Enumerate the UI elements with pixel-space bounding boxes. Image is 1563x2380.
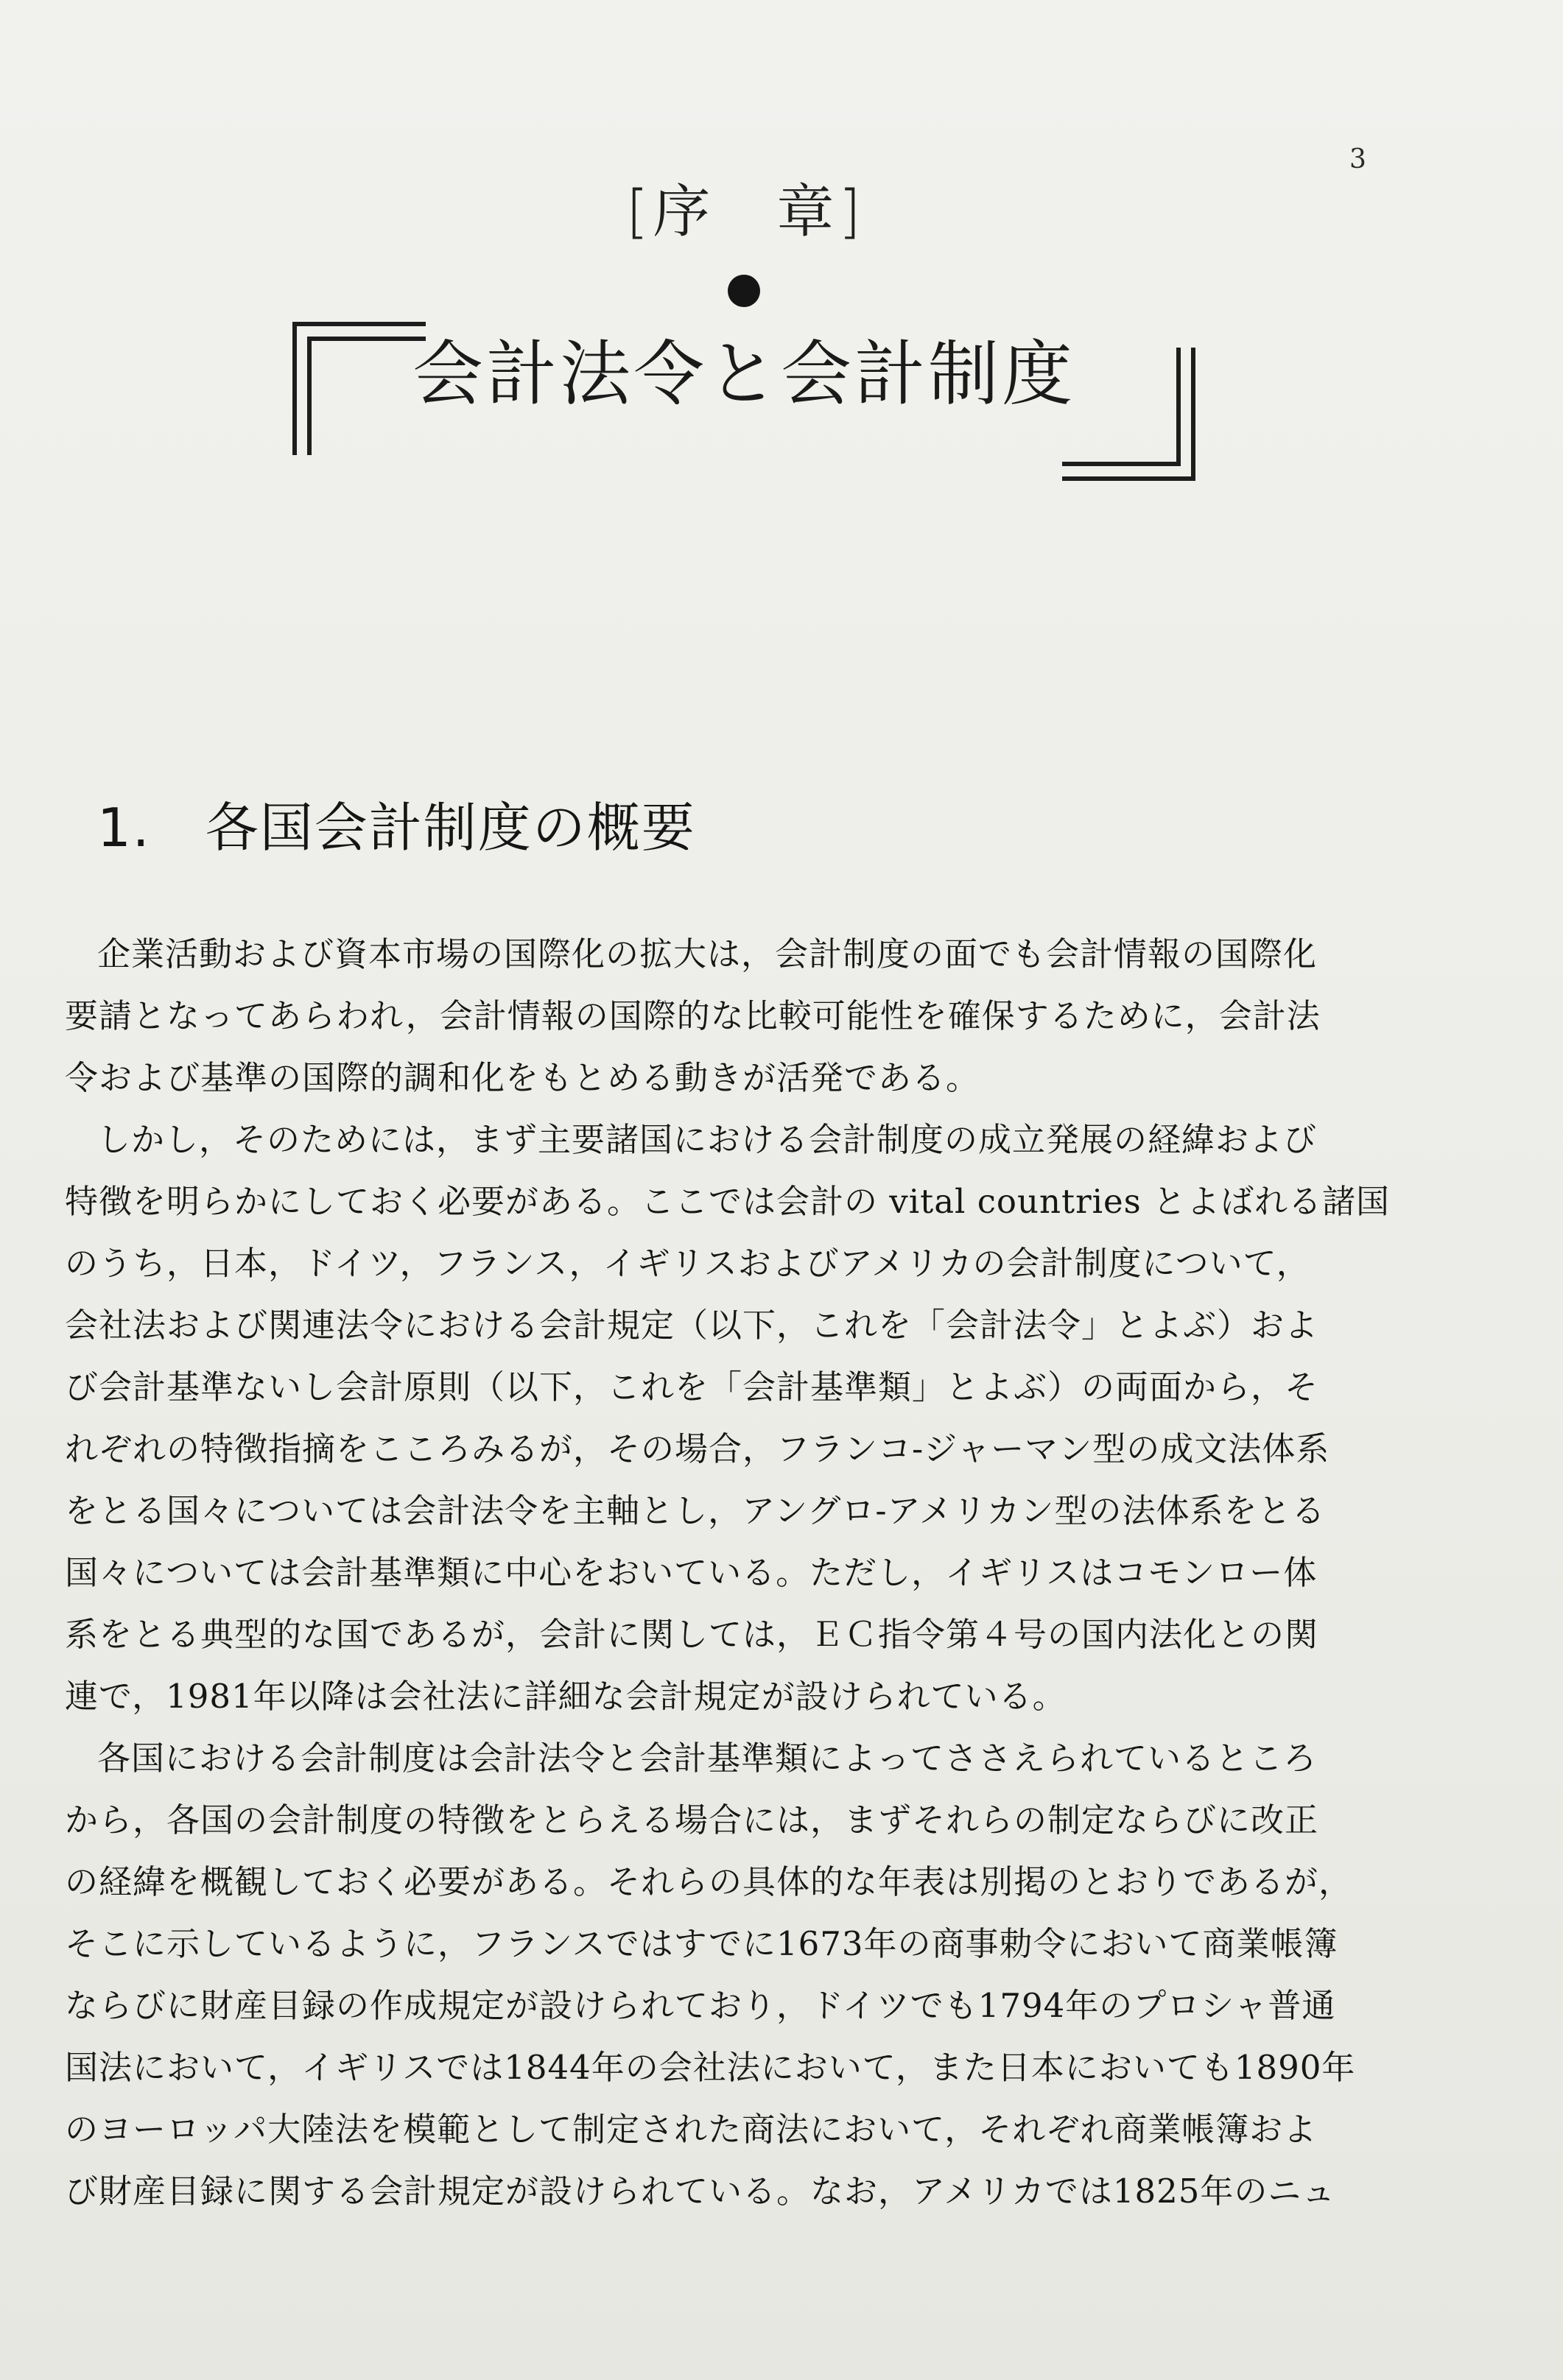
section-heading: 1. 各国会計制度の概要 xyxy=(97,797,696,859)
body-line: をとる国々については会計法令を主軸とし，アングロ-アメリカン型の法体系をとる xyxy=(65,1491,1326,1530)
page-number: 3 xyxy=(1349,144,1366,175)
body-line: 国々については会計基準類に中心をおいている。ただし，イギリスはコモンロー体 xyxy=(65,1553,1318,1592)
body-line: び会計基準ないし会計原則（以下，これを「会計基準類」とよぶ）の両面から，そ xyxy=(65,1367,1319,1406)
body-line: のうち，日本，ドイツ，フランス，イギリスおよびアメリカの会計制度について， xyxy=(65,1244,1310,1283)
body-line: そこに示しているように，フランスではすでに1673年の商事勅令において商業帳簿 xyxy=(65,1924,1338,1963)
body-line: 令および基準の国際的調和化をもとめる動きが活発である。 xyxy=(65,1058,980,1097)
chapter-title: 会計法令と会計制度 xyxy=(412,333,1075,415)
opening-double-bracket-icon xyxy=(287,317,427,457)
body-line: 企業活動および資本市場の国際化の拡大は，会計制度の面でも会計情報の国際化 xyxy=(97,934,1318,974)
body-line: 系をとる典型的な国であるが，会計に関しては，ＥＣ指令第４号の国内法化との関 xyxy=(65,1615,1319,1654)
body-line: の経緯を概観しておく必要がある。それらの具体的な年表は別掲のとおりであるが， xyxy=(65,1862,1353,1901)
body-text xyxy=(65,923,1391,2222)
bullet-dot-icon xyxy=(728,275,760,307)
body-line: 連で，1981年以降は会社法に詳細な会計規定が設けられている。 xyxy=(65,1677,1067,1716)
body-line: から，各国の会計制度の特徴をとらえる場合には，まずそれらの制定ならびに改正 xyxy=(65,1800,1319,1839)
body-line: ならびに財産目録の作成規定が設けられており，ドイツでも1794年のプロシャ普通 xyxy=(65,1986,1336,2025)
body-line: び財産目録に関する会計規定が設けられている。なお，アメリカでは1825年のニュ xyxy=(65,2172,1336,2211)
body-line: 各国における会計制度は会計法令と会計基準類によってささえられているところ xyxy=(97,1739,1318,1778)
body-line: 特徴を明らかにしておく必要がある。ここでは会計の vital countries とよばれる諸国 xyxy=(65,1182,1391,1221)
body-line: 会社法および関連法令における会計規定（以下，これを「会計法令」とよぶ）およ xyxy=(65,1306,1319,1345)
body-line: のヨーロッパ大陸法を模範として制定された商法において，それぞれ商業帳簿およ xyxy=(65,2110,1318,2149)
chapter-label: [序 章] xyxy=(626,179,865,245)
body-line: れぞれの特徴指摘をこころみるが，その場合，フランコ-ジャーマン型の成文法体系 xyxy=(65,1429,1330,1468)
body-line: 要請となってあらわれ，会計情報の国際的な比較可能性を確保するために，会計法 xyxy=(65,996,1321,1035)
body-line: 国法において，イギリスでは1844年の会社法において，また日本においても1890年 xyxy=(65,2048,1356,2087)
body-line: しかし，そのためには，まず主要諸国における会計制度の成立発展の経緯および xyxy=(97,1120,1318,1159)
